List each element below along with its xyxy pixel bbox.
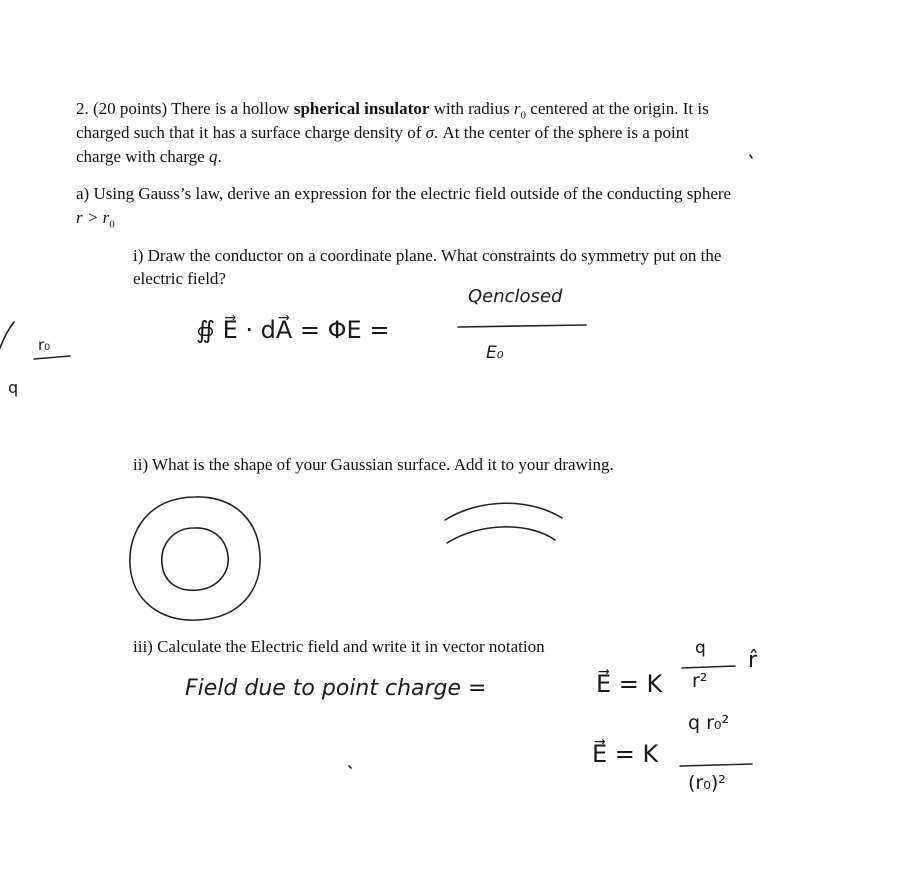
- gaussian-outer-circle: [130, 497, 260, 620]
- field-eq1-denominator: r²: [692, 670, 708, 692]
- field-eq1-unit-vector: r̂: [748, 648, 758, 673]
- sphere-inner-circle: [162, 528, 228, 590]
- part-ii-line-1: ii) What is the shape of your Gaussian surface. Add it to your drawing.: [133, 455, 614, 474]
- part-a-condition: $r > r_0$: [76, 208, 115, 231]
- part-i-line-1: i) Draw the conductor on a coordinate plane. What constraints do symmetry put on the: [133, 246, 722, 265]
- part-iii-line-1: iii) Calculate the Electric field and write it in vector notation: [133, 637, 545, 656]
- margin-q-label: q: [8, 378, 19, 397]
- problem-line-3: charge with charge q.: [76, 147, 222, 166]
- gauss-law-lhs: ∯ E⃗ · dA⃗ = ΦE =: [196, 316, 390, 344]
- problem-line-2: charged such that it has a surface charge density of σ. At the center of the sphere is a point: [76, 123, 689, 142]
- upper-arc-stroke: [445, 503, 562, 520]
- eq1-fraction-bar: [682, 666, 735, 668]
- margin-curve-stroke: [0, 322, 14, 348]
- gauss-law-numerator: Qenclosed: [468, 286, 563, 307]
- field-eq2-numerator: q r₀²: [688, 712, 730, 734]
- gauss-fraction-bar: [458, 325, 586, 327]
- eq2-fraction-bar: [680, 764, 752, 766]
- gauss-law-denominator: E₀: [486, 343, 504, 363]
- field-point-charge-text: Field due to point charge =: [185, 676, 487, 701]
- margin-underline-stroke: [34, 356, 70, 359]
- field-equation-1: E⃗ = K: [596, 670, 663, 698]
- part-i-line-2: electric field?: [133, 269, 226, 288]
- field-equation-2: E⃗ = K: [592, 740, 659, 768]
- field-eq2-denominator: (r₀)²: [688, 772, 726, 794]
- problem-line-1: 2. (20 points) There is a hollow spherical insulator with radius $r_0$ centered at the origin. It is: [76, 99, 709, 122]
- part-a-line-1: a) Using Gauss’s law, derive an expression for the electric field outside of the conducting sphere: [76, 184, 732, 203]
- lower-arc-stroke: [447, 527, 555, 543]
- margin-r0-label: r₀: [38, 336, 51, 354]
- field-eq1-numerator: q: [695, 638, 706, 658]
